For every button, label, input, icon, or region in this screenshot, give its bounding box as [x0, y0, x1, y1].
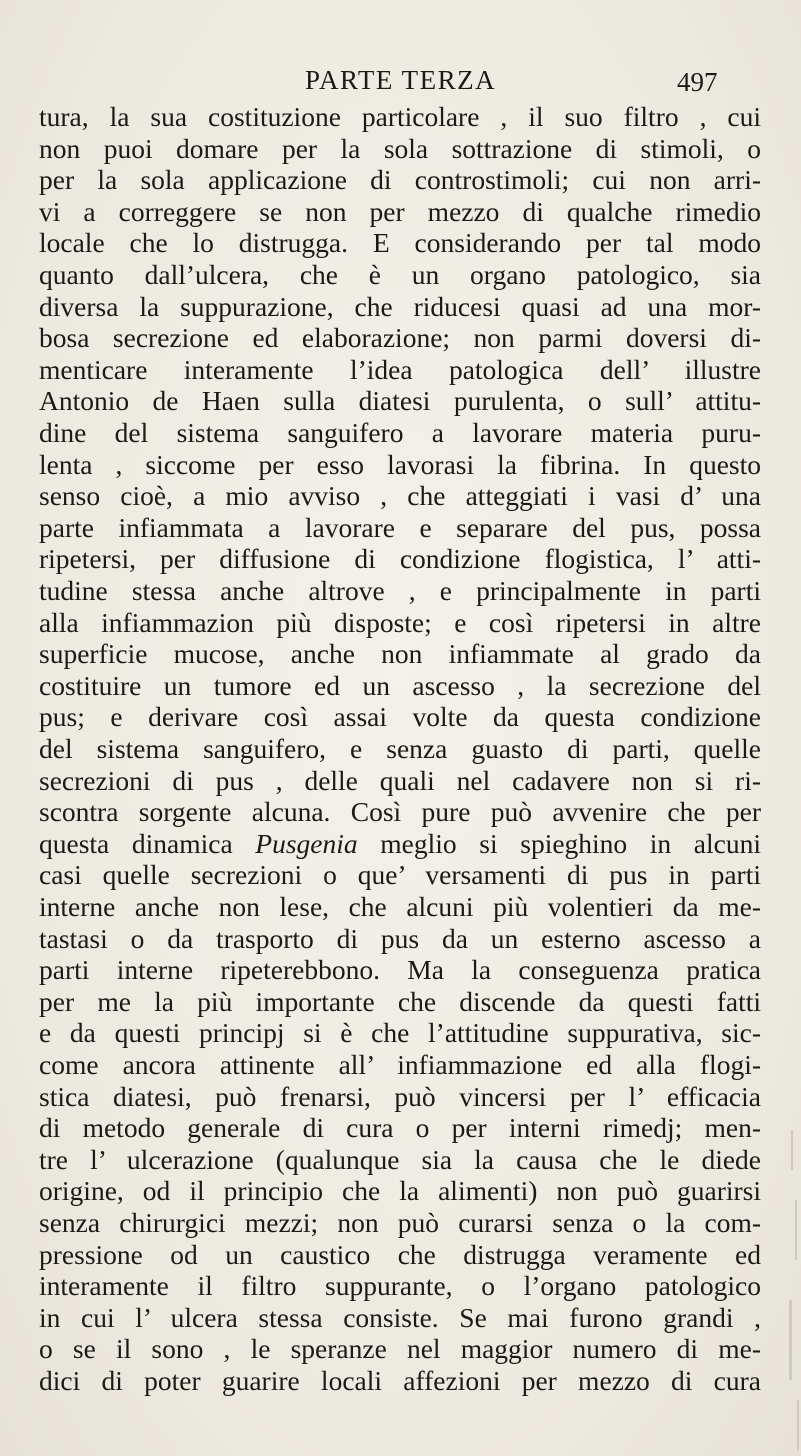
text-line: per me la più importante che discende da questi fatti [39, 985, 761, 1017]
text-line: superficie mucose, anche non infiammate al grado da [39, 638, 761, 670]
text-line: tura, la sua costituzione particolare , il suo filtro , cui [39, 101, 761, 132]
running-title: PARTE TERZA [305, 65, 497, 95]
text-line: come ancora attinente all’ infiammazione ed alla flogi- [39, 1049, 761, 1080]
text-line: alla infiammazion più disposte; e così ripetersi in altre [39, 606, 761, 638]
text-line: senza chirurgici mezzi; non può curarsi senza o la com- [39, 1207, 761, 1238]
text-line: menticare interamente l’idea patologica dell’ illustre [39, 353, 761, 385]
edge-mark [797, 1400, 799, 1450]
text-line: tastasi o da trasporto di pus da un esterno ascesso a [39, 922, 761, 954]
text-line: costituire un tumore ed un ascesso , la secrezione del [39, 669, 761, 701]
text-line: casi quelle secrezioni o que’ versamenti di pus in parti [39, 859, 761, 891]
text-line: tudine stessa anche altrove , e principalmente in parti [39, 575, 761, 606]
text-line: stica diatesi, può frenarsi, può vincersi per l’ efficacia [39, 1080, 761, 1112]
emphasized-term: Pusgenia [255, 827, 358, 859]
text-line: Antonio de Haen sulla diatesi purulenta, o sull’ attitu- [39, 385, 761, 417]
text-line: parti interne ripeterebbono. Ma la conseguenza pratica [39, 954, 761, 986]
text-line: tre l’ ulcerazione (qualunque sia la causa che le diede [39, 1143, 761, 1175]
text-line: ripetersi, per diffusione di condizione flogistica, l’ atti- [39, 543, 761, 575]
text-line: pressione od un caustico che distrugga veramente ed [39, 1238, 761, 1270]
text-line: parte infiammata a lavorare e separare del pus, possa [39, 511, 761, 543]
text-line: pus; e derivare così assai volte da questa condizione [39, 701, 761, 733]
edge-mark [795, 1200, 797, 1260]
running-head [0, 60, 801, 100]
text-line: per la sola applicazione di controstimoli; cui non arri- [39, 164, 761, 196]
text-line: questa dinamica Pusgenia meglio si spieghino in alcuni [39, 827, 761, 859]
text-line: origine, od il principio che la alimenti) non può guarirsi [39, 1175, 761, 1207]
text-line: del sistema sanguifero, e senza guasto di parti, quelle [39, 733, 761, 764]
text-line: dine del sistema sanguifero a lavorare materia puru- [39, 417, 761, 448]
text-line: secrezioni di pus , delle quali nel cadavere non si ri- [39, 764, 761, 796]
edge-mark [791, 1130, 793, 1170]
text-line: scontra sorgente alcuna. Così pure può avvenire che per [39, 796, 761, 828]
text-line: senso cioè, a mio avviso , che atteggiati i vasi d’ una [39, 480, 761, 512]
text-line: diversa la suppurazione, che riducesi quasi ad una mor- [39, 290, 761, 322]
text-line: quanto dall’ulcera, che è un organo patologico, sia [39, 259, 761, 290]
text-line: vi a correggere se non per mezzo di qualche rimedio [39, 195, 761, 227]
text-line: e da questi principj si è che l’attitudine suppurativa, sic- [39, 1017, 761, 1049]
text-line: bosa secrezione ed elaborazione; non parmi doversi di- [39, 322, 761, 354]
text-line: lenta , siccome per esso lavorasi la fibrina. In questo [39, 448, 761, 480]
page-edge-shadow [771, 1130, 801, 1456]
text-line: dici di poter guarire locali affezioni per mezzo di cura [39, 1365, 761, 1396]
text-line: interne anche non lese, che alcuni più volentieri da me- [39, 891, 761, 922]
page-number: 497 [677, 67, 718, 97]
edge-mark [789, 1300, 792, 1380]
text-line: interamente il filtro suppurante, o l’organo patologico [39, 1270, 761, 1302]
text-line: di metodo generale di cura o per interni rimedj; men- [39, 1112, 761, 1144]
text-line: o se il sono , le speranze nel maggior numero di me- [39, 1333, 761, 1365]
text-line: locale che lo distrugga. E considerando per tal modo [39, 227, 761, 259]
text-line: in cui l’ ulcera stessa consiste. Se mai furono grandi , [39, 1301, 761, 1333]
text-line: non puoi domare per la sola sottrazione di stimoli, o [39, 132, 761, 164]
